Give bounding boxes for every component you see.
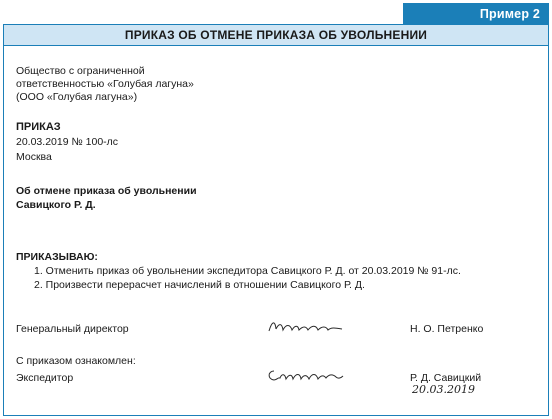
director-signature-image (266, 317, 346, 337)
example-badge (403, 3, 549, 25)
document-title-bar (4, 25, 548, 46)
directive-heading: ПРИКАЗЫВАЮ: (16, 251, 98, 263)
organization-line-1: Общество с ограниченной (16, 65, 145, 77)
director-signature (266, 317, 346, 337)
directive-item: 2. Произвести перерасчет начислений в отношении Савицкого Р. Д. (34, 279, 365, 291)
order-date-number: 20.03.2019 № 100-лс (16, 136, 119, 148)
organization-line-2: ответственностью «Голубая лагуна» (16, 78, 194, 90)
order-heading: ПРИКАЗ (16, 121, 61, 133)
example-badge-label: Пример 2 (479, 7, 540, 21)
directive-item: 1. Отменить приказ об увольнении экспедитора Савицкого Р. Д. от 20.03.2019 № 91-лс. (34, 265, 461, 277)
director-position: Генеральный директор (16, 323, 129, 335)
director-name: Н. О. Петренко (410, 323, 484, 335)
document-frame (3, 24, 549, 416)
organization-line-3: (ООО «Голубая лагуна») (16, 91, 138, 103)
acknowledgement-date: 20.03.2019 (412, 383, 475, 396)
employee-name: Р. Д. Савицкий (410, 372, 482, 384)
acknowledgement-label: С приказом ознакомлен: (16, 355, 136, 367)
subject-line-1: Об отмене приказа об увольнении (16, 185, 197, 197)
employee-signature-image (266, 365, 346, 387)
order-city: Москва (16, 151, 52, 163)
employee-signature (266, 365, 346, 387)
document-title: ПРИКАЗ ОБ ОТМЕНЕ ПРИКАЗА ОБ УВОЛЬНЕНИИ (124, 28, 428, 42)
subject-line-2: Савицкого Р. Д. (16, 199, 96, 211)
acknowledgement-position: Экспедитор (16, 372, 74, 384)
